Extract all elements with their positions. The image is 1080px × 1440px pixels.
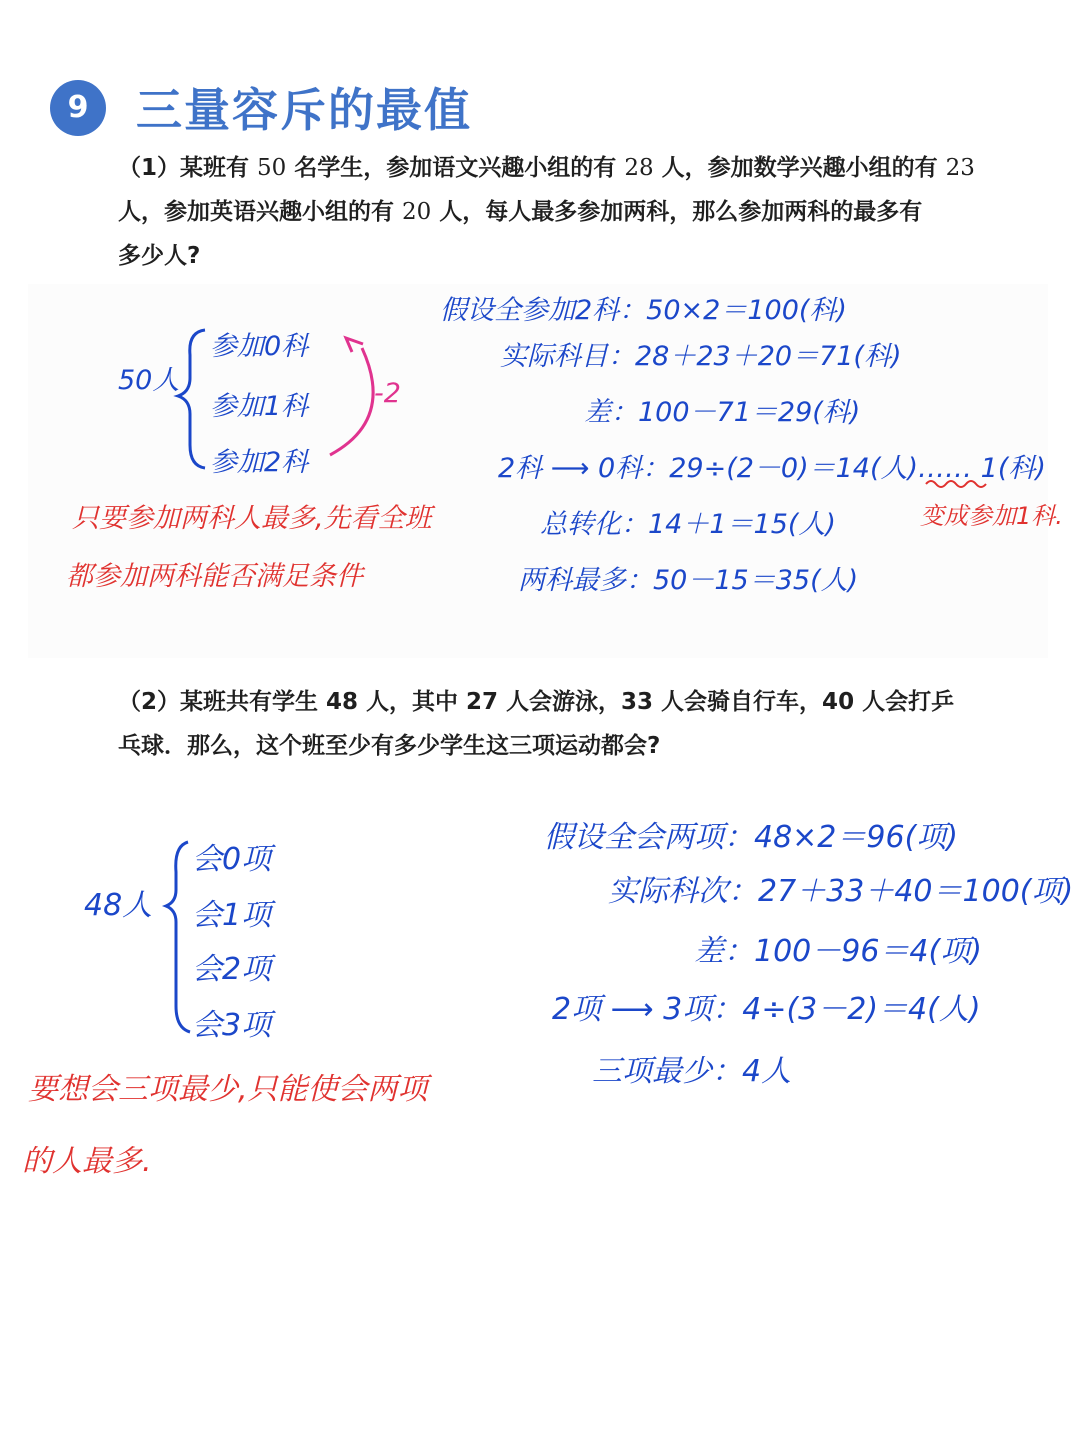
q1-total-students: 50人 [118,365,180,396]
q1-step-actual: 实际科目：28＋23＋20＝71(科) [500,341,902,372]
q2-step-conversion: 2项 ⟶ 3项：4÷(3－2)＝4(人) [552,992,981,1027]
q2-red-note-line-1: 要想会三项最少,只能使会两项 [28,1072,428,1107]
section-title: 三量容斥的最值 [136,83,472,137]
q1-step-conversion: 2科 ⟶ 0科：29÷(2－0)＝14(人)…… 1(科) [498,453,1046,484]
q2-step-result: 三项最少：4人 [592,1054,792,1089]
q2-branch-2: 会2项 [192,952,272,987]
question-1-line-3: 多少人? [118,243,201,269]
question-1-line-1: （1）某班有 50 名学生，参加语文兴趣小组的有 28 人，参加数学兴趣小组的有 23 [118,155,975,181]
q2-red-note-line-2: 的人最多. [22,1144,152,1179]
q1-branch-0: 参加0科 [210,331,309,362]
q1-curved-arrow [330,348,373,455]
q1-arrow-head [346,338,363,352]
q1-side-note: 变成参加1科. [920,502,1063,530]
q1-step-difference: 差：100－71＝29(科) [584,397,861,428]
q1-step-assume: 假设全参加2科：50×2＝100(科) [440,295,847,326]
q1-step-result: 两科最多：50－15＝35(人) [518,565,859,596]
question-1-line-2: 人，参加英语兴趣小组的有 20 人，每人最多参加两科，那么参加两科的最多有 [118,199,923,225]
q2-branch-1: 会1项 [192,898,272,933]
q2-step-difference: 差：100－96＝4(项) [694,934,982,969]
q2-branch-3: 会3项 [192,1008,272,1043]
q1-red-note-line-2: 都参加两科能否满足条件 [66,561,363,592]
q1-minus-two-label: -2 [374,378,401,409]
q2-branch-0: 会0项 [192,842,272,877]
q2-brace [166,842,190,1032]
question-2-line-1: （2）某班共有学生 48 人，其中 27 人会游泳，33 人会骑自行车，40 人会打乒 [118,689,955,715]
q1-branch-1: 参加1科 [210,391,309,422]
question-2-line-2: 乓球．那么，这个班至少有多少学生这三项运动都会? [118,733,661,759]
q1-red-note-line-1: 只要参加两科人最多,先看全班 [72,503,432,534]
q1-branch-2: 参加2科 [210,447,309,478]
q2-step-assume: 假设全会两项：48×2＝96(项) [544,820,958,855]
section-number-badge: 9 [50,80,106,136]
q1-step-total-conversion: 总转化：14＋1＝15(人) [540,509,836,540]
q1-brace [178,330,205,468]
q2-step-actual: 实际科次：27＋33＋40＝100(项) [608,874,1074,909]
q2-total-students: 48人 [84,888,153,923]
